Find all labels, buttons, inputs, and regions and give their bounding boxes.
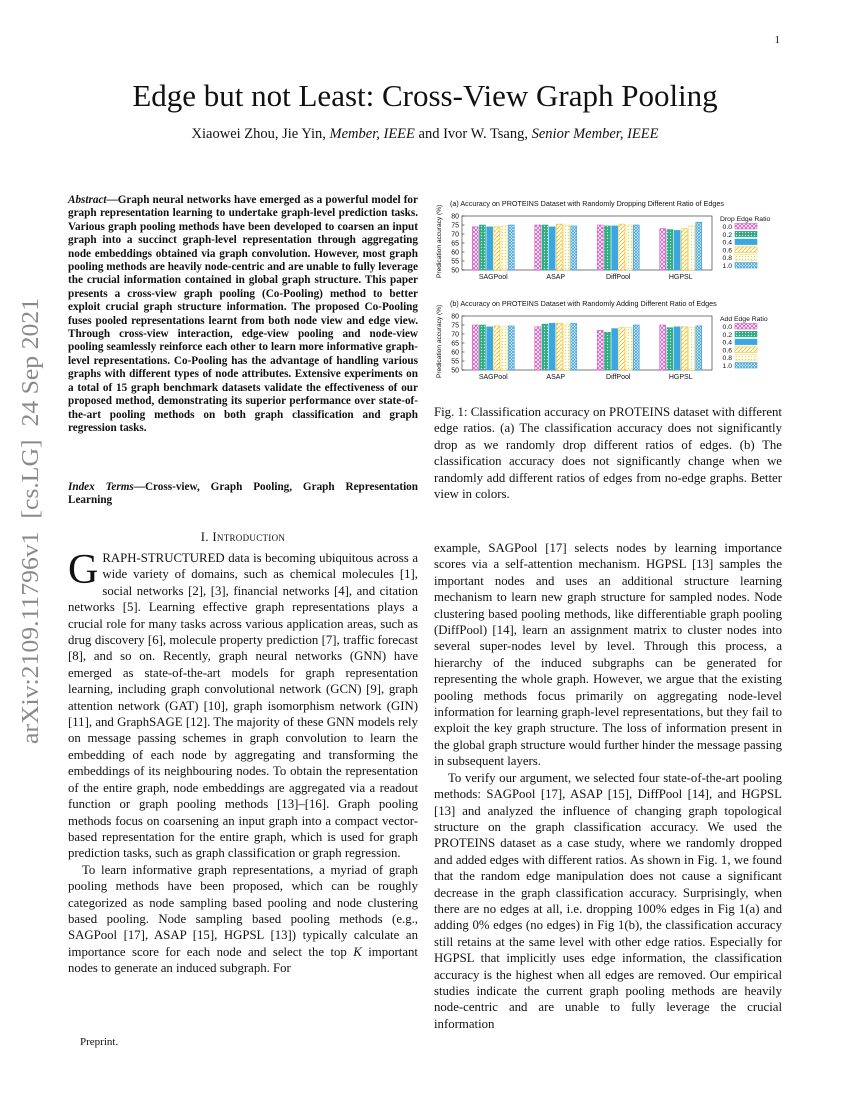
legend-title: Drop Edge Ratio: [720, 216, 771, 223]
y-axis-label: Predication accuracy (%): [436, 304, 443, 378]
author-names-2: and Ivor W. Tsang,: [414, 126, 532, 142]
bar-hgpsl-0-0: [660, 229, 666, 270]
y-tick-label: 80: [451, 213, 459, 221]
bar-hgpsl-0-8: [689, 226, 695, 270]
bar-sagpool-0-2: [479, 325, 485, 370]
arxiv-stamp-text: arXiv:2109.11796v1 [cs.LG] 24 Sep 2021: [18, 327, 44, 744]
bar-asap-0-0: [535, 327, 541, 370]
legend-label: 0.6: [722, 347, 732, 355]
section-title: Introduction: [212, 530, 286, 544]
bar-asap-0-4: [549, 227, 555, 270]
x-tick-label: DiffPool: [606, 374, 631, 381]
legend-title: Add Edge Ratio: [720, 316, 768, 323]
x-tick-label: DiffPool: [606, 274, 631, 281]
legend-swatch: [735, 231, 757, 237]
bar-sagpool-1-0: [508, 326, 514, 370]
y-tick-label: 50: [451, 367, 459, 375]
x-tick-label: ASAP: [546, 274, 566, 281]
intro-p2-text-b: important nodes to generate an induced subgraph. For: [68, 944, 418, 976]
bar-diffpool-0-6: [619, 224, 625, 270]
bar-hgpsl-0-4: [674, 230, 680, 270]
y-tick-label: 60: [451, 349, 459, 357]
x-tick-label: SAGPool: [478, 374, 508, 381]
x-tick-label: SAGPool: [478, 274, 508, 281]
bar-asap-1-0: [571, 323, 577, 370]
x-tick-label: ASAP: [546, 374, 566, 381]
bar-diffpool-0-2: [604, 332, 610, 370]
bar-hgpsl-0-4: [674, 327, 680, 370]
legend-swatch: [735, 363, 757, 369]
bar-asap-0-8: [564, 324, 570, 370]
legend-label: 1.0: [722, 363, 732, 370]
legend-swatch: [735, 255, 757, 261]
y-tick-label: 65: [451, 240, 459, 248]
legend-swatch: [735, 224, 757, 230]
chart-a: [436, 199, 770, 281]
right-paragraph-2: To verify our argument, we selected four state-of-the-art pooling methods: SAGPool [17], ASAP [15], DiffPool [14], and HGPSL [13] and analyzed the influence of changing graph topological structure on the graph classification accuracy. We used the PROTEINS dataset as a case study, where we randomly dropped and added edges with different ratios. As shown in Fig. 1, we found that the random edge manipulation does not cause a significant decrease in the graph classification accuracy. Surprisingly, when there are no edges at all, i.e. dropping 100% edges in Fig 1(a) and adding 0% edges (no edges) in Fig 1(b), the classification accuracy still retains at the same level with other edge ratios. Especially for HGPSL that implicitly uses edge information, the classification accuracy is the highest when all edges are removed. Our empirical studies indicate the current graph pooling methods are heavily node-centric and are unable to fully leverage the crucial information: [434, 770, 782, 1031]
y-tick-label: 55: [451, 258, 459, 266]
bar-asap-0-4: [549, 323, 555, 370]
intro-p2-text-a: To learn informative graph representations, a myriad of graph pooling methods have been proposed, which can be roughly categorized as node sampling based pooling and node clustering based pooling. Node sampling based pooling methods (e.g., SAGPool [17], ASAP [15], HGPSL [13]) typically calculate an importance score for each node and select the top: [68, 862, 418, 959]
bar-asap-0-8: [564, 225, 570, 270]
footnote: Preprint.: [80, 1036, 119, 1048]
author-role-2: Senior Member, IEEE: [531, 126, 659, 142]
bar-hgpsl-0-2: [667, 230, 673, 271]
bar-diffpool-1-0: [633, 225, 639, 270]
left-column-body: [68, 547, 418, 977]
bar-diffpool-0-0: [597, 225, 603, 270]
bar-hgpsl-0-0: [660, 325, 666, 370]
bar-hgpsl-0-8: [689, 328, 695, 370]
bar-asap-0-6: [556, 224, 562, 270]
index-terms-label: Index Terms: [68, 481, 134, 493]
chart-title: (a) Accuracy on PROTEINS Dataset with Randomly Dropping Different Ratio of Edges: [450, 199, 724, 208]
abstract: [68, 194, 418, 435]
bar-diffpool-0-4: [612, 329, 618, 370]
y-tick-label: 70: [451, 231, 459, 239]
y-tick-label: 75: [451, 222, 459, 230]
legend-label: 0.4: [722, 339, 732, 347]
author-role-1: Member, IEEE: [329, 126, 415, 142]
bar-diffpool-0-0: [597, 330, 603, 370]
legend-swatch: [735, 247, 757, 253]
x-tick-label: HGPSL: [668, 374, 693, 381]
bar-hgpsl-0-6: [681, 327, 687, 370]
bar-diffpool-0-2: [604, 226, 610, 270]
bar-sagpool-0-8: [501, 327, 507, 370]
y-tick-label: 80: [451, 313, 459, 321]
legend-swatch: [735, 324, 757, 330]
section-number: I.: [200, 530, 209, 544]
paper-title: Edge but not Least: Cross-View Graph Pooling: [132, 78, 718, 113]
figure-1-charts: [432, 198, 784, 398]
bar-sagpool-0-8: [501, 226, 507, 270]
y-tick-label: 55: [451, 358, 459, 366]
legend-swatch: [735, 347, 757, 353]
intro-p1-text: RAPH-STRUCTURED data is becoming ubiquitous across a wide variety of domains, such as chemical molecules [1], social networks [2], [3], financial networks [4], and citation networks [5]. Learning effective graph representations plays a crucial role for many tasks across various application areas, such as drug discovery [6], molecule property prediction [7], traffic forecast [8], and so on. Recently, graph neural networks (GNN) have emerged as state-of-the-art models for graph representation learning, including graph convolutional network (GCN) [9], graph attention network (GAT) [10], graph isomorphism network (GIN) [11], and GraphSAGE [12]. The majority of these GNN models rely on message passing schemes in graph convolution to learn the embedding of each node by aggregating and transforming the embeddings of its neighbouring nodes. To obtain the representation of the entire graph, node embeddings are aggregated via a readout function or graph pooling methods [13]–[16]. Graph pooling methods focus on coarsening an input graph into a compact vector-based representation for the entire graph, which is used for graph prediction tasks, such as graph classification or graph regression.: [68, 551, 418, 861]
bar-hgpsl-0-2: [667, 328, 673, 370]
intro-paragraph-1: [68, 547, 418, 862]
bar-sagpool-0-0: [472, 227, 478, 270]
bar-asap-0-2: [542, 225, 548, 270]
math-k: K: [353, 944, 362, 959]
bar-hgpsl-0-6: [681, 229, 687, 270]
bar-asap-0-2: [542, 324, 548, 370]
bar-diffpool-0-6: [619, 328, 625, 370]
x-tick-label: HGPSL: [668, 274, 693, 281]
legend-label: 1.0: [722, 263, 732, 270]
legend-swatch: [735, 339, 757, 345]
index-terms: [68, 481, 418, 508]
y-tick-label: 60: [451, 249, 459, 257]
bar-sagpool-0-6: [494, 227, 500, 270]
chart-title: (b) Accuracy on PROTEINS Dataset with Randomly Adding Different Ratio of Edges: [450, 299, 717, 308]
bar-hgpsl-1-0: [696, 326, 702, 370]
y-tick-label: 65: [451, 340, 459, 348]
legend-swatch: [735, 355, 757, 361]
bar-sagpool-0-2: [479, 225, 485, 270]
figure-caption: Fig. 1: Classification accuracy on PROTEINS dataset with different edge ratios. (a) The classification accuracy does not significantly drop as we randomly drop different ratios of edges. (b) The classification accuracy does not significantly change when we randomly add different ratios of edges from no-edge graphs. Better view in colors.: [434, 405, 782, 502]
bar-asap-1-0: [571, 226, 577, 270]
index-terms-text: —Cross-view, Graph Pooling, Graph Representation Learning: [68, 481, 418, 507]
bar-sagpool-1-0: [508, 225, 514, 270]
right-column-body: [434, 540, 782, 1032]
bar-hgpsl-1-0: [696, 222, 702, 270]
bar-diffpool-1-0: [633, 325, 639, 370]
section-heading: [68, 530, 418, 545]
legend-swatch: [735, 331, 757, 337]
abstract-text: —Graph neural networks have emerged as a powerful model for graph representation learning to undertake graph-level prediction tasks. Various graph pooling methods have been developed to coarsen an input graph into a succinct graph-level representation through aggregating node embeddings obtained via graph convolution. However, most graph pooling methods are heavily node-centric and are unable to fully leverage the crucial information contained in global graph structure. This paper presents a cross-view graph pooling (Co-Pooling) method to better exploit crucial graph structure information. The proposed Co-Pooling fuses pooled representations learnt from both node view and edge view. Through cross-view interaction, edge-view pooling and node-view pooling seamlessly reinforce each other to learn more informative graph-level representations. Co-Pooling has the advantage of handling various graphs with different types of node attributes. Extensive experiments on a total of 15 graph benchmark datasets validate the effectiveness of our proposed method, demonstrating its superior performance over state-of-the-art pooling methods on both graph classification and graph regression tasks.: [68, 194, 418, 434]
drop-cap: G: [68, 547, 99, 593]
bar-sagpool-0-4: [487, 227, 493, 270]
legend-label: 0.8: [722, 255, 732, 263]
bar-diffpool-0-4: [612, 226, 618, 270]
bar-diffpool-0-8: [626, 225, 632, 270]
intro-paragraph-2: [68, 862, 418, 977]
legend-label: 0.0: [722, 224, 732, 231]
figure-1: [432, 198, 784, 398]
bar-diffpool-0-8: [626, 328, 632, 370]
y-tick-label: 75: [451, 322, 459, 330]
bar-asap-0-6: [556, 323, 562, 370]
y-tick-label: 70: [451, 331, 459, 339]
legend-label: 0.6: [722, 247, 732, 255]
legend-label: 0.2: [722, 331, 732, 339]
legend-label: 0.0: [722, 324, 732, 331]
arxiv-stamp: [4, 296, 52, 746]
legend-label: 0.2: [722, 231, 732, 239]
bar-sagpool-0-6: [494, 326, 500, 370]
bar-sagpool-0-0: [472, 325, 478, 370]
y-tick-label: 50: [451, 267, 459, 275]
y-axis-label: Predication accuracy (%): [436, 204, 443, 278]
legend-label: 0.4: [722, 239, 732, 247]
bar-asap-0-0: [535, 225, 541, 270]
legend-swatch: [735, 263, 757, 269]
author-line: [0, 126, 850, 143]
chart-b: [436, 299, 768, 381]
legend-swatch: [735, 239, 757, 245]
page-number: 1: [774, 34, 780, 46]
author-names-1: Xiaowei Zhou, Jie Yin,: [191, 126, 330, 142]
right-paragraph-1: example, SAGPool [17] selects nodes by learning importance scores via a self-attention mechanism. HGPSL [13] samples the important nodes and uses an additional structure learning mechanism to learn new graph structure for sampled nodes. Node clustering based pooling methods, like differentiable graph pooling (DiffPool) [14], learn an assignment matrix to cluster nodes into several super-nodes level by level. Through this process, a hierarchy of the induced subgraphs can be generated for representing the whole graph. However, we argue that the existing pooling methods focus primarily on aggregating node-level information for learning graph-level representations, but they fail to exploit the key graph structure. The loss of information present in the global graph structure would further hinder the message passing in subsequent layers.: [434, 541, 782, 769]
bar-sagpool-0-4: [487, 327, 493, 370]
legend-label: 0.8: [722, 355, 732, 363]
abstract-label: Abstract: [68, 194, 107, 206]
